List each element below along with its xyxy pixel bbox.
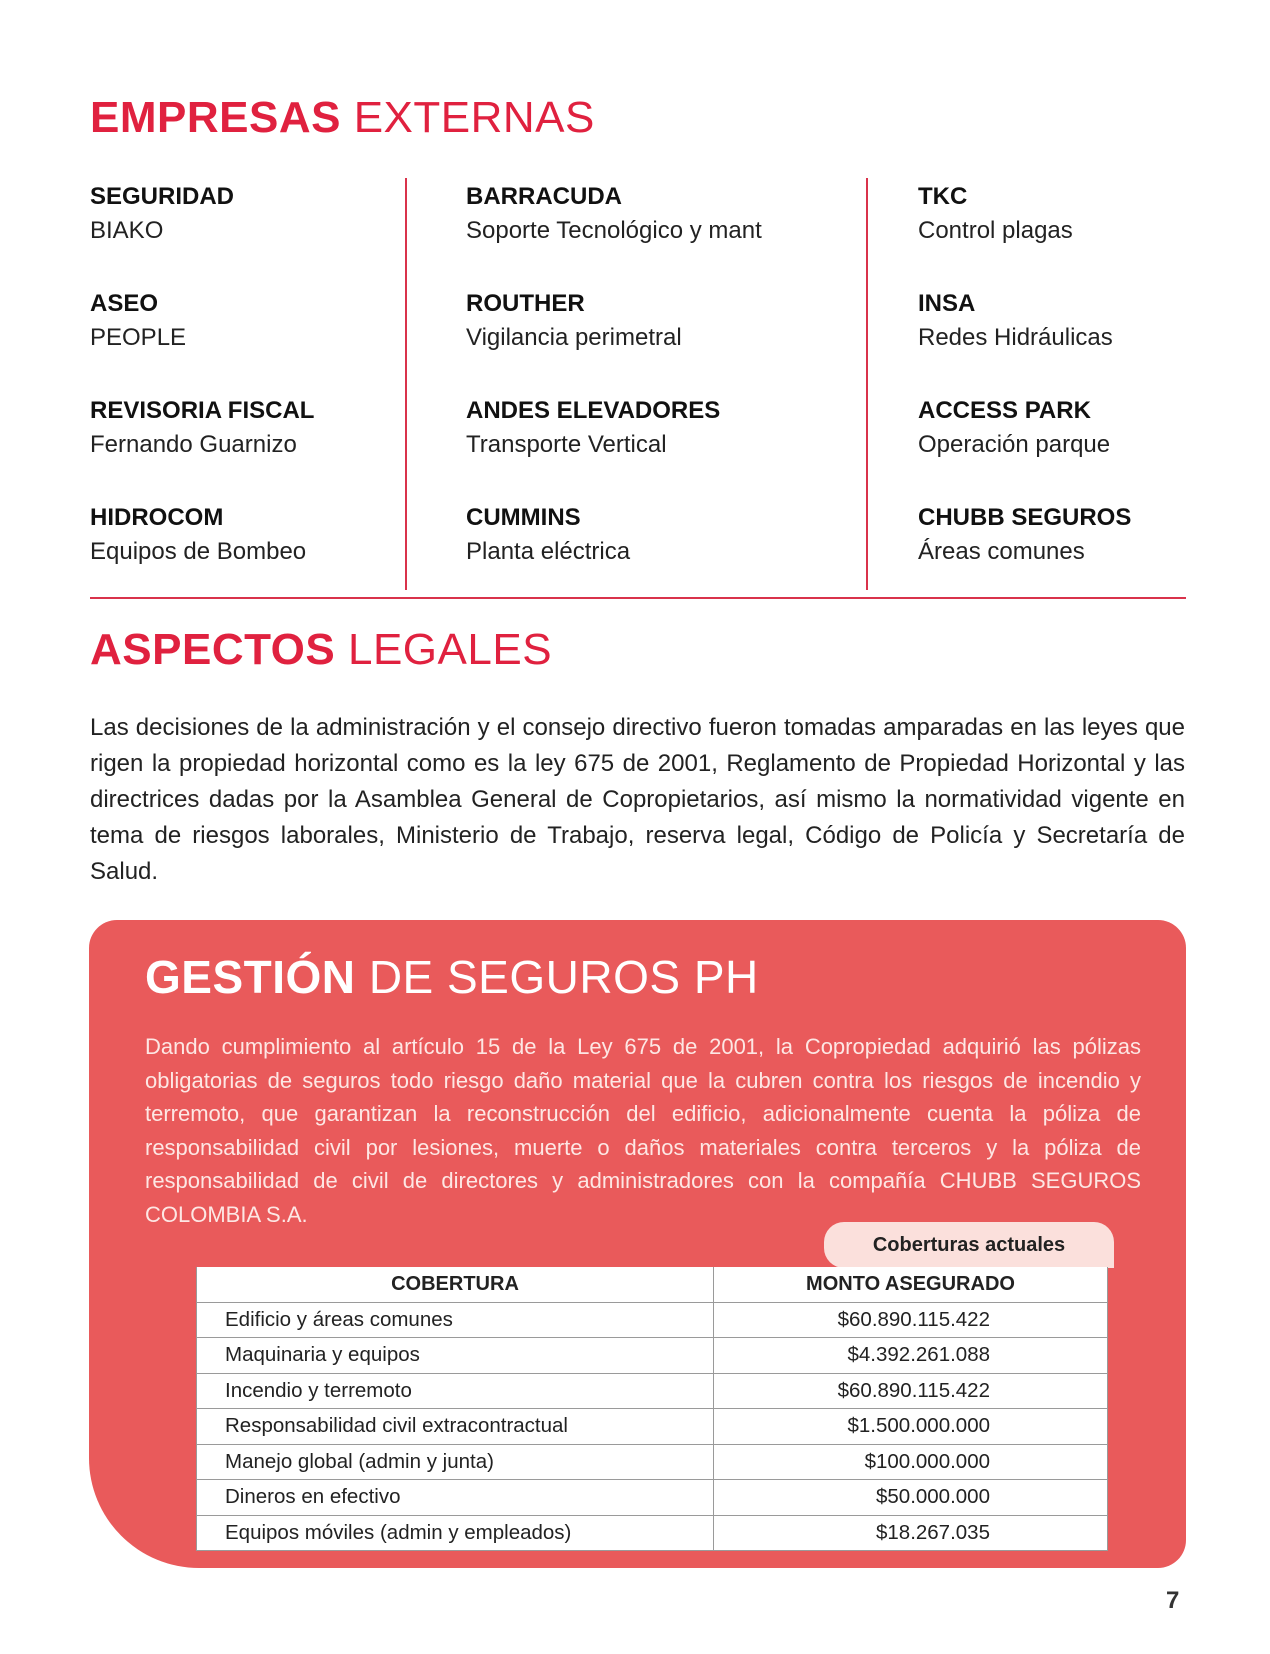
- company-name: BARRACUDA: [466, 183, 622, 210]
- company-service: Operación parque: [918, 431, 1111, 458]
- company-column-1: [90, 180, 390, 608]
- coverage-table: [196, 1267, 1108, 1551]
- company-service: Fernando Guarnizo: [90, 431, 297, 458]
- company-name: TKC: [918, 183, 968, 210]
- company-item: [90, 501, 390, 608]
- coverage-cell: Edificio y áreas comunes: [197, 1302, 714, 1338]
- amount-cell: $60.890.115.422: [714, 1373, 1108, 1409]
- company-name: CUMMINS: [466, 504, 581, 531]
- company-item: [466, 501, 866, 608]
- company-name: ROUTHER: [466, 290, 585, 317]
- section-title-aspectos-legales: [90, 625, 553, 674]
- amount-cell: $18.267.035: [714, 1515, 1108, 1551]
- insurance-panel: [89, 920, 1186, 1568]
- company-name: HIDROCOM: [90, 504, 224, 531]
- company-column-3: [918, 180, 1238, 608]
- coverage-tab-label: Coberturas actuales: [824, 1222, 1114, 1268]
- table-row: [197, 1338, 1108, 1374]
- company-service: Vigilancia perimetral: [466, 324, 682, 351]
- table-row: [197, 1515, 1108, 1551]
- coverage-cell: Manejo global (admin y junta): [197, 1444, 714, 1480]
- amount-cell: $100.000.000: [714, 1444, 1108, 1480]
- coverage-cell: Equipos móviles (admin y empleados): [197, 1515, 714, 1551]
- company-name: ASEO: [90, 290, 159, 317]
- section-divider: [90, 597, 1186, 599]
- company-service: Control plagas: [918, 217, 1073, 244]
- company-item: [466, 394, 866, 501]
- table-row: [197, 1302, 1108, 1338]
- section-title-gestion-seguros: [145, 951, 759, 1003]
- title-bold: ASPECTOS: [90, 625, 336, 674]
- company-service: PEOPLE: [90, 324, 187, 351]
- company-item: [466, 180, 866, 287]
- company-service: Redes Hidráulicas: [918, 324, 1113, 351]
- company-item: [90, 180, 390, 287]
- section-title-empresas-externas: [90, 93, 595, 142]
- company-name: INSA: [918, 290, 976, 317]
- column-divider: [866, 178, 868, 590]
- amount-cell: $4.392.261.088: [714, 1338, 1108, 1374]
- title-bold: GESTIÓN: [145, 951, 356, 1003]
- company-service: Planta eléctrica: [466, 538, 631, 565]
- amount-cell: $1.500.000.000: [714, 1409, 1108, 1445]
- company-item: [918, 180, 1238, 287]
- column-header-monto: MONTO ASEGURADO: [714, 1267, 1108, 1302]
- company-item: [90, 287, 390, 394]
- company-name: ANDES ELEVADORES: [466, 397, 721, 424]
- company-item: [918, 394, 1238, 501]
- company-item: [918, 501, 1238, 608]
- table-row: [197, 1480, 1108, 1516]
- company-service: BIAKO: [90, 217, 164, 244]
- insurance-paragraph: Dando cumplimiento al artículo 15 de la Ley 675 de 2001, la Copropiedad adquirió las pólizas obligatorias de seguros todo riesgo daño material que la cubren contra los riesgos de incendio y terremoto, que garantizan la reconstrucción del edificio, adicionalmente cuenta la póliza de responsabilidad civil por lesiones, muerte o daños materiales contra terceros y la póliza de responsabilidad de civil de directores y administradores con la compañía CHUBB SEGUROS COLOMBIA S.A.: [145, 1034, 1141, 1227]
- amount-cell: $60.890.115.422: [714, 1302, 1108, 1338]
- table-header-row: [197, 1267, 1108, 1302]
- company-name: SEGURIDAD: [90, 183, 235, 210]
- column-header-cobertura: COBERTURA: [197, 1267, 714, 1302]
- legal-paragraph: Las decisiones de la administración y el consejo directivo fueron tomadas amparadas en las leyes que rigen la propiedad horizontal como es la ley 675 de 2001, Reglamento de Propiedad Horizontal y las directrices dadas por la Asamblea General de Copropietarios, así mismo la normatividad vigente en tema de riesgos laborales, Ministerio de Trabajo, reserva legal, Código de Policía y Secretaría de Salud.: [90, 714, 1185, 885]
- title-bold: EMPRESAS: [90, 93, 341, 142]
- company-name: REVISORIA FISCAL: [90, 397, 315, 424]
- title-light: DE SEGUROS PH: [368, 951, 759, 1003]
- coverage-cell: Maquinaria y equipos: [197, 1338, 714, 1374]
- company-service: Áreas comunes: [918, 538, 1085, 565]
- coverage-cell: Responsabilidad civil extracontractual: [197, 1409, 714, 1445]
- company-service: Transporte Vertical: [466, 431, 667, 458]
- title-light: LEGALES: [347, 625, 553, 674]
- company-name: ACCESS PARK: [918, 397, 1091, 424]
- column-divider: [405, 178, 407, 590]
- coverage-cell: Dineros en efectivo: [197, 1480, 714, 1516]
- company-service: Equipos de Bombeo: [90, 538, 307, 565]
- coverage-cell: Incendio y terremoto: [197, 1373, 714, 1409]
- company-service: Soporte Tecnológico y mant: [466, 217, 762, 244]
- company-name: CHUBB SEGUROS: [918, 504, 1132, 531]
- company-column-2: [466, 180, 866, 608]
- company-item: [918, 287, 1238, 394]
- page-number: 7: [1166, 1587, 1180, 1614]
- table-row: [197, 1444, 1108, 1480]
- amount-cell: $50.000.000: [714, 1480, 1108, 1516]
- table-row: [197, 1409, 1108, 1445]
- company-item: [466, 287, 866, 394]
- company-item: [90, 394, 390, 501]
- title-light: EXTERNAS: [353, 93, 595, 142]
- table-row: [197, 1373, 1108, 1409]
